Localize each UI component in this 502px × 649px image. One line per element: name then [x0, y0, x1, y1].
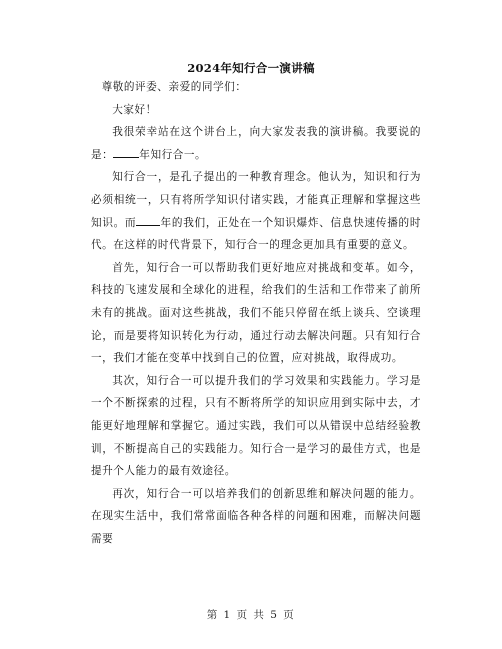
paragraph-concept-text-end: 年的我们，正处在一个知识爆炸、信息快速传播的时代。在这样的时代背景下，知行合一的理念更加具有重要的意义。 [91, 216, 422, 252]
paragraph-concept [91, 166, 421, 256]
page-number-footer: 第 1 页 共 5 页 [206, 609, 296, 621]
paragraph-first-point: 首先，知行合一可以帮助我们更好地应对挑战和变革。如今，科技的飞速发展和全球化的进程，给我们的生活和工作带来了前所未有的挑战。面对这些挑战，我们不能只停留在纸上谈兵、空谈理论，而是要将知识转化为行动，通过行动去解决问题。只有知行合一，我们才能在变革中找到自己的位置，应对挑战，取得成功。 [91, 261, 421, 365]
greeting-line: 尊敬的评委、亲爱的同学们： [101, 81, 247, 93]
year-blank-underline [113, 145, 139, 158]
document-title: 2024年知行合一演讲稿 [187, 61, 315, 75]
paragraph-intro-text-end: 年知行合一。 [139, 148, 207, 161]
paragraph-concept-text-start: 知行合一，是孔子提出的一种教育理念。他认为，知识和行为必须相统一，只有将所学知识付诸实践，才能真正理解和掌握这些知识。而 [91, 171, 421, 229]
paragraph-intro [91, 121, 421, 166]
paragraph-intro-text-start: 我很荣幸站在这个讲台上，向大家发表我的演讲稿。我要说的是： [91, 126, 421, 161]
paragraph-second-point: 其次，知行合一可以提升我们的学习效果和实践能力。学习是一个不断探索的过程，只有不断将所学的知识应用到实际中去，才能更好地理解和掌握它。通过实践，我们可以从错误中总结经验教训，不断提高自己的实践能力。知行合一是学习的最佳方式，也是提升个人能力的最有效途径。 [91, 374, 421, 478]
paragraph-third-point: 再次，知行合一可以培养我们的创新思维和解决问题的能力。在现实生活中，我们常常面临各种各样的问题和困难，而解决问题需要 [91, 487, 421, 545]
document-body [91, 76, 421, 550]
hello-line: 大家好！ [112, 103, 157, 116]
year-blank-underline [136, 213, 160, 226]
